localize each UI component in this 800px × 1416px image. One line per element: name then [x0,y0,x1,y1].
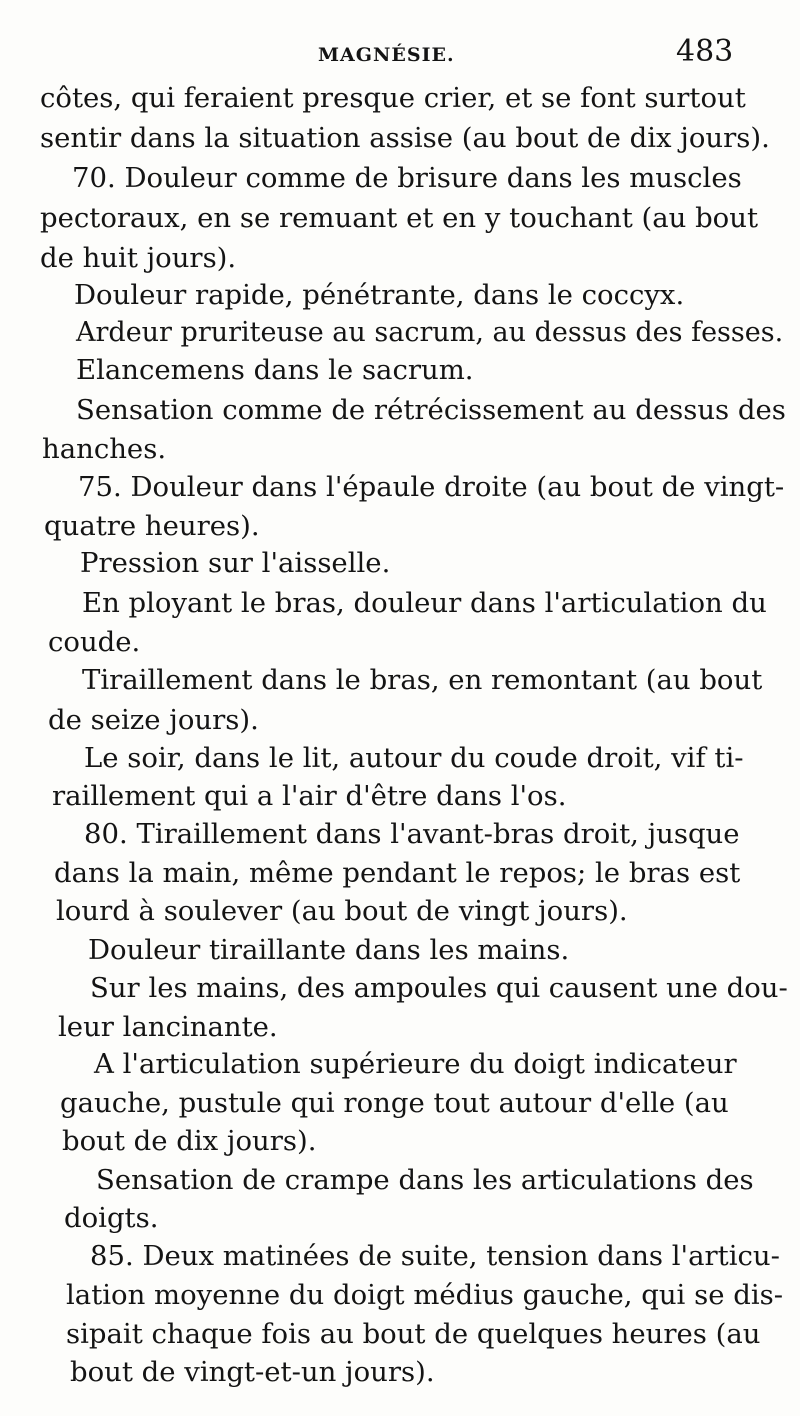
text-line: Douleur rapide, pénétrante, dans le coccyx. [74,279,685,311]
text-line: 75. Douleur dans l'épaule droite (au bout de vingt- [78,471,785,503]
text-line: lourd à soulever (au bout de vingt jours). [56,895,628,927]
text-line: Tiraillement dans le bras, en remontant (au bout [82,664,763,696]
text-line: doigts. [64,1202,159,1234]
text-line: A l'articulation supérieure du doigt indicateur [94,1048,737,1080]
text-line: de huit jours). [40,242,237,274]
text-line: Pression sur l'aisselle. [80,547,391,579]
text-line: Ardeur pruriteuse au sacrum, au dessus des fesses. [76,317,784,348]
text-line: Sur les mains, des ampoules qui causent une dou- [90,972,788,1004]
page-header [0,28,800,78]
text-line: 80. Tiraillement dans l'avant-bras droit, jusque [84,818,740,850]
text-line: 70. Douleur comme de brisure dans les muscles [72,162,742,194]
text-line: Le soir, dans le lit, autour du coude droit, vif ti- [84,742,744,774]
text-line: 85. Deux matinées de suite, tension dans l'articu- [90,1240,780,1272]
text-line: Sensation comme de rétrécissement au dessus des [76,394,786,426]
running-title: MAGNÉSIE. [318,44,455,66]
text-line: pectoraux, en se remuant et en y touchant (au bout [40,202,758,234]
text-line: bout de dix jours). [62,1125,317,1157]
text-line: dans la main, même pendant le repos; le bras est [54,857,741,889]
text-line: côtes, qui feraient presque crier, et se font surtout [40,82,746,114]
text-line: coude. [48,626,141,658]
text-line: Douleur tiraillante dans les mains. [88,934,570,966]
text-line: sentir dans la situation assise (au bout de dix jours). [40,122,770,154]
text-line: bout de vingt-et-un jours). [70,1356,435,1388]
page-number: 483 [676,34,734,69]
text-line: de seize jours). [48,704,259,736]
text-line: raillement qui a l'air d'être dans l'os. [52,780,567,812]
text-line: En ployant le bras, douleur dans l'articulation du [82,587,767,619]
text-line: quatre heures). [44,510,260,542]
text-line: Elancemens dans le sacrum. [76,354,474,386]
text-line: lation moyenne du doigt médius gauche, qui se dis- [66,1279,784,1311]
text-line: sipait chaque fois au bout de quelques heures (au [66,1318,761,1350]
text-line: hanches. [42,433,167,465]
text-line: Sensation de crampe dans les articulations des [96,1164,754,1196]
text-line: leur lancinante. [58,1011,278,1043]
text-line: gauche, pustule qui ronge tout autour d'elle (au [60,1087,729,1119]
